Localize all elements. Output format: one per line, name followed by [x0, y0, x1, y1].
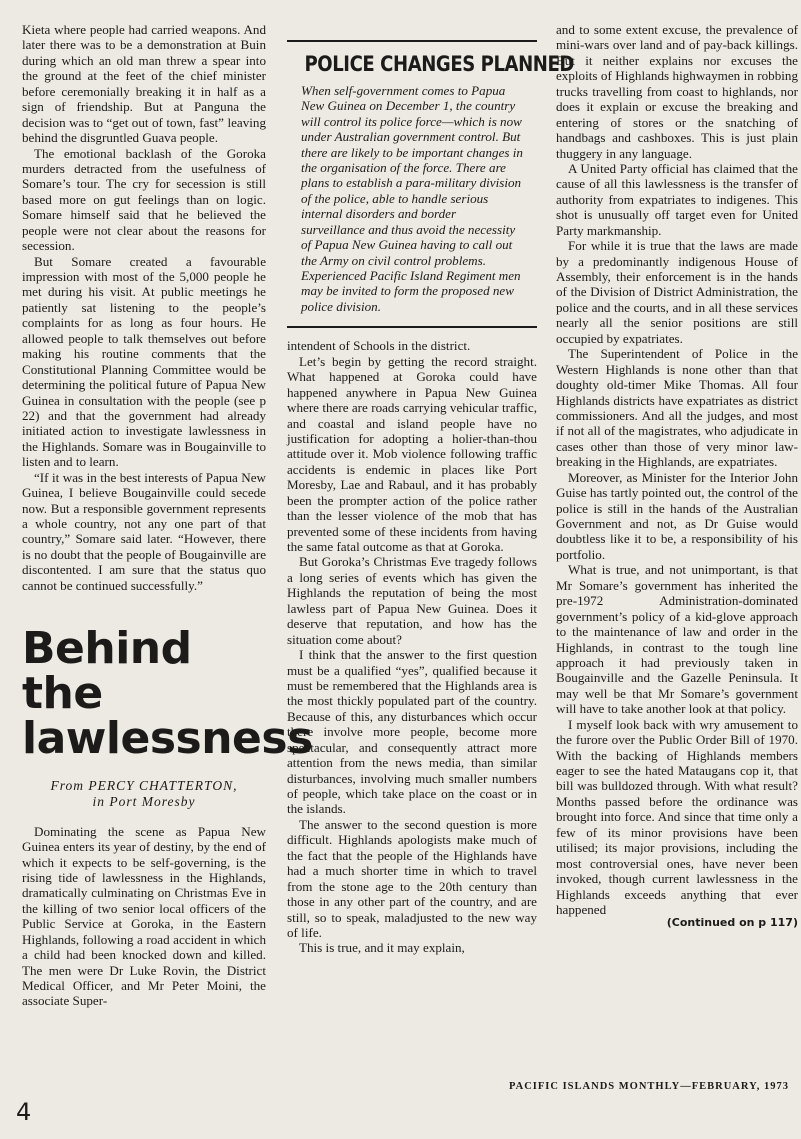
body-paragraph: I myself look back with wry amusement to the furore over the Public Order Bill of 1970. With the backing of Highlands members eager to see the hated Mataugans cop it, that bill was bulldozed through. With what result? Months passed before the ordinance was brought into force. And since that time only a few of its minor provisions have been utilised; its major provisions, including the most controversial ones, have never been invoked, though current lawlessness in the Highlands exceeds anything that ever happened [556, 716, 798, 917]
box-top-rule [287, 40, 537, 42]
body-paragraph: intendent of Schools in the district. [287, 338, 471, 354]
column-3 [556, 22, 798, 930]
body-paragraph: The answer to the second question is more difficult. Highlands apologists make much of the fact that the people of the Highlands have had a much shorter time in which to travel from the stone age to the 20th century than those in any other part of the country, and are still, so to speak, maladjusted to the new way of life. [287, 816, 537, 940]
body-paragraph: Moreover, as Minister for the Interior John Guise has tartly pointed out, the control of the police is still in the hands of the Australian Government and not, as Dr Guise would doubtless like it to be, a responsibility of his portfolio. [556, 469, 798, 562]
body-paragraph: The Superintendent of Police in the Western Highlands is none other than that doughty old-timer Mike Thomas. All four Highlands districts have expatriates as district commissioners. And all the judges, and most if not all of the magistrates, who adjudicate in cases other than those of very minor law-breaking in the Highlands, are expatriates. [556, 346, 798, 470]
body-paragraph: But Goroka’s Christmas Eve tragedy follows a long series of events which has given the Highlands the reputation of being the most lawless part of Papua New Guinea. Does it deserve that reputation, and how has the situation come about? [287, 554, 537, 647]
continued-note: (Continued on p 117) [666, 916, 798, 930]
body-paragraph: Kieta where people had carried weapons. And later there was to be a demonstration at Buin during which an old man threw a spear into the ground at the feet of the chief minister before ceremonially breaking it in half as a sign of friendship. But at Panguna the decision was to “get out of town, fast” leaving behind the disgruntled Guava people. [22, 22, 266, 146]
body-paragraph: But Somare created a favourable impression with most of the 5,000 people he met during his visit. At public meetings he patiently sat listening to the people’s complaints for as long as four hours. He allowed people to talk themselves out before making his routine comments that the Constitutional Planning Committee would be determining the political future of Papua New Guinea in consultation with the people (see p 22) and that the government had already initiated action to investigate lawlessness in the Highlands. Somare was in Bougainville to listen and to learn. [22, 253, 266, 470]
box-text: When self-government comes to Papua New Guinea on December 1, the country will control its police force—which is now under Australian government control. But there are likely to be important changes in the organisation of the force. There are plans to establish a para-military division of the police, able to handle serious internal disorders and border surveillance and thus avoid the necessity of Papua New Guinea having to call out the Army on civil control problems. Experienced Pacific Island Regiment men may be invited to form the proposed new police division. [301, 82, 523, 314]
running-footer: PACIFIC ISLANDS MONTHLY—FEBRUARY, 1973 [509, 1081, 789, 1092]
body-paragraph: The emotional backlash of the Goroka murders detracted from the usefulness of Somare’s tour. The cry for secession is still based more on gut feelings than on logic. Somare himself said that he believed the people were not clear about the reasons for secession. [22, 145, 266, 254]
feature-title-line: Behind the [22, 623, 192, 720]
feature-title-line: lawlessness [22, 712, 313, 764]
box-bottom-rule [287, 326, 537, 328]
body-paragraph: Dominating the scene as Papua New Guinea enters its year of destiny, by the end of which it expects to be self-governing, is the rising tide of lawlessness in the Highlands, dramatically culminating on Christmas Eve in the killing of two senior local officers of the Public Service at Goroka, in the Eastern Highlands, following a road accident in which a child had been knocked down and killed. The men were Dr Luke Rovin, the District Medical Officer, and Mr Peter Moini, the associate Super- [22, 823, 266, 1009]
byline-author: From PERCY CHATTERTON, [50, 777, 238, 793]
body-paragraph: This is true, and it may explain, [299, 940, 465, 956]
body-paragraph: A United Party official has claimed that the cause of all this lawlessness is the transfer of authority from expatriates to indigenes. This shot is unusually off target even for United Party markmanship. [556, 160, 798, 238]
body-paragraph: I think that the answer to the first question must be a qualified “yes”, qualified because it must be remembered that the Highlands area is the most thickly populated part of the country. Because of this, any disturbances which occur there involve more people, become more spectacular, and consequently attract more attention from the news media, than similar disturbances, involving much smaller numbers of people, which take place on the coast or in the islands. [287, 647, 537, 817]
body-paragraph: For while it is true that the laws are made by a predominantly indigenous House of Assembly, their enforcement is in the hands of the Division of District Administration, the police and the courts, and in all these services nearly all the senior positions are still occupied by expatriates. [556, 238, 798, 346]
column-2 [287, 40, 574, 956]
body-paragraph: What is true, and not unimportant, is that Mr Somare’s government has inherited the pre-1972 Administration-dominated government’s policy of a kid-glove approach to the maintenance of law and order in the Highlands, in contrast to the tough line approach it had previously taken in Bougainville and the Gazelle Peninsula. It may well be that Mr Somare’s government will have to take another look at that policy. [556, 562, 798, 717]
body-paragraph: Let’s begin by getting the record straight. What happened at Goroka could have happened anywhere in Papua New Guinea where there are roads carrying vehicular traffic, and coastal and island people have no justification for adopting a holier-than-thou attitude over it. Mob violence following traffic accidents is endemic in places like Port Moresby, Lae and Rabaul, and it has probably been the prompter action of the police rather than the lesser violence of the mob that has prevented some of these incidents from having the same fatal outcome as that at Goroka. [287, 353, 537, 555]
byline-location: in Port Moresby [92, 793, 196, 809]
body-paragraph: and to some extent excuse, the prevalence of mini-wars over land and of pay-back killings. But it neither explains nor excuses the exploits of Highlands highwaymen in robbing trucks travelling from coast to highlands, nor does it explain or excuse the breaking and entering of stores or the snatching of handbags and cashboxes. This is just plain thuggery in any language. [556, 22, 798, 161]
feature-title [22, 623, 313, 764]
box-heading: POLICE CHANGES PLANNED [304, 52, 574, 76]
column-1 [22, 22, 313, 1009]
page-number: 4 [16, 1098, 32, 1126]
body-paragraph: “If it was in the best interests of Papua New Guinea, I believe Bougainville could secede now. But a responsible government represents a whole country, not any one part of that country,” Somare said later. “However, there is no doubt that the people of Bougainville are discontented. I am sure that the status quo cannot be continued successfully.” [22, 469, 266, 593]
byline [22, 778, 266, 810]
